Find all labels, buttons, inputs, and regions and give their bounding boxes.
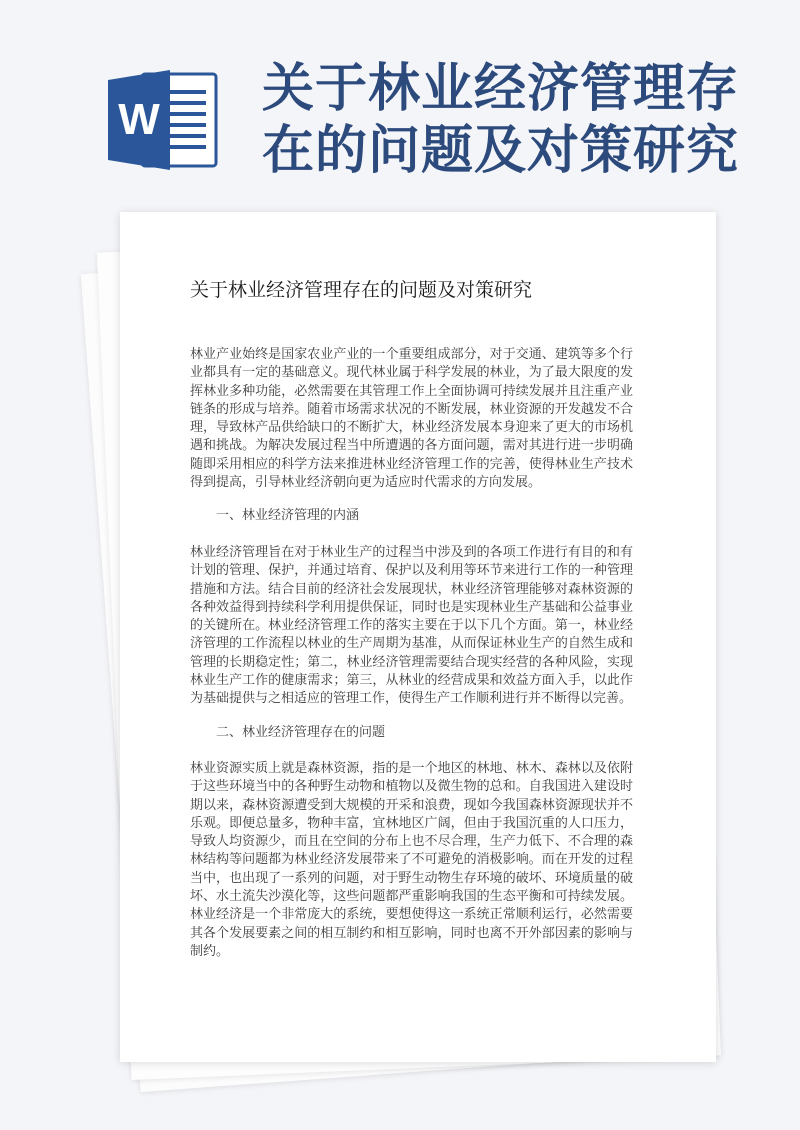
section-heading-problems: 二、林业经济管理存在的问题 — [216, 725, 386, 740]
document-page — [120, 212, 716, 1062]
section-paragraph-connotation: 林业经济管理旨在对于林业生产的过程当中涉及到的各项工作进行有目的和有计划的管理、保护，并通过培育、保护以及利用等环节来进行工作的一种管理措施和方法。结合目前的经济社会发展现状，林业经济管理能够对森林资源的各种效益得到持续科学利用提供保证，同时也是实现林业生产基础和公益事业的关键所在。林业经济管理工作的落实主要在于以下几个方面。第一，林业经济管理的工作流程以林业的生产周期为基准，从而保证林业生产的自然生成和管理的长期稳定性；第二，林业经济管理需要结合现实经营的各种风险，实现林业生产工作的健康需求；第三，从林业的经营成果和效益方面入手，以此作为基础提供与之相适应的管理工作，使得生产工作顺利进行并不断得以完善。 — [190, 545, 633, 707]
word-icon-letter: W — [118, 95, 160, 144]
document-title: 关于林业经济管理存在的问题及对策研究 — [190, 279, 533, 301]
section-paragraph-problems: 林业资源实质上就是森林资源，指的是一个地区的林地、林木、森林以及依附于这些环境当中的各种野生动物和植物以及微生物的总和。自我国进入建设时期以来，森林资源遭受到大规模的开采和浪费，现如今我国森林资源现状并不乐观。即便总量多，物种丰富，宜林地区广阔，但由于我国沉重的人口压力，导致人均资源少，而且在空间的分布上也不尽合理，生产力低下、不合理的森林结构等问题都为林业经济发展带来了不可避免的消极影响。而在开发的过程当中，也出现了一系列的问题，对于野生动物生存环境的破坏、环境质量的破坏、水土流失沙漠化等，这些问题都严重影响我国的生态平衡和可持续发展。林业经济是一个非常庞大的系统，要想使得这一系统正常顺利运行，必然需要其各个发展要素之间的相互制约和相互影响，同时也离不开外部因素的影响与制约。 — [190, 761, 633, 959]
section-heading-connotation: 一、林业经济管理的内涵 — [216, 508, 360, 523]
word-document-icon — [108, 68, 222, 172]
intro-paragraph: 林业产业始终是国家农业产业的一个重要组成部分，对于交通、建筑等多个行业都具有一定的基础意义。现代林业属于科学发展的林业，为了最大限度的发挥林业多种功能，必然需要在其管理工作上全面协调可持续发展并且注重产业链条的形成与培养。随着市场需求状况的不断发展，林业资源的开发越发不合理，导致林产品供给缺口的不断扩大，林业经济发展本身迎来了更大的市场机遇和挑战。为解决发展过程当中所遭遇的各方面问题，需对其进行进一步明确随即采用相应的科学方法来推进林业经济管理工作的完善，使得林业生产技术得到提高，引导林业经济朝向更为适应时代需求的方向发展。 — [190, 347, 633, 491]
banner-title: 关于林业经济管理存在的问题及对策研究 — [262, 58, 740, 181]
